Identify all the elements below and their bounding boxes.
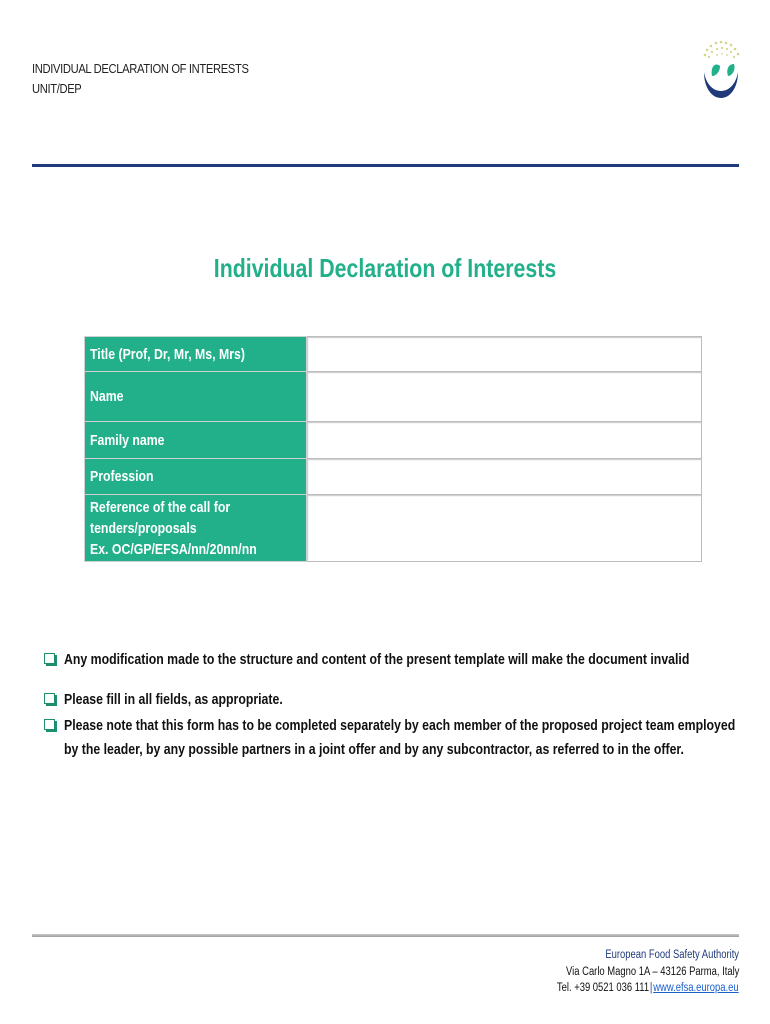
note-text: Please note that this form has to be completed separately by each member of the proposed project team employed — [64, 717, 736, 734]
footer-website-link[interactable]: www.efsa.europa.eu — [653, 982, 739, 994]
footer-organization: European Food Safety Authority — [605, 949, 739, 961]
checkbox-bullet-icon — [44, 719, 55, 730]
note-item — [44, 714, 770, 762]
form-label-title: Title (Prof, Dr, Mr, Ms, Mrs) — [85, 337, 307, 372]
form-field-reference[interactable] — [307, 495, 702, 562]
form-label-name: Name — [85, 372, 307, 422]
header-title: INDIVIDUAL DECLARATION OF INTERESTS — [32, 61, 249, 76]
note-text-continued: by the leader, by any possible partners in a joint offer and by any subcontractor, as referred to in the offer. — [64, 741, 684, 758]
efsa-logo-icon — [698, 36, 744, 106]
checkbox-bullet-icon — [44, 653, 55, 664]
note-item — [44, 648, 770, 672]
logo-sunburst — [704, 41, 740, 58]
header-unit: UNIT/DEP — [32, 81, 82, 96]
form-row-name — [85, 372, 702, 422]
note-text: Please fill in all fields, as appropriate. — [64, 691, 283, 708]
note-text: Any modification made to the structure and content of the present template will make the document invalid — [64, 651, 690, 668]
checkbox-bullet-icon — [44, 693, 55, 704]
form-row-profession — [85, 459, 702, 495]
header-divider — [32, 164, 739, 167]
footer-separator: | — [650, 982, 653, 994]
form-row-reference — [85, 495, 702, 562]
logo-leaf-left — [712, 64, 720, 76]
logo-leaf-right — [727, 64, 734, 76]
form-row-title — [85, 337, 702, 372]
form-field-family-name[interactable] — [307, 422, 702, 459]
footer-address: Via Carlo Magno 1A – 43126 Parma, Italy — [565, 966, 739, 978]
footer-contact — [557, 981, 739, 995]
declaration-form — [84, 336, 702, 562]
note-item — [44, 688, 331, 712]
footer-phone: Tel. +39 0521 036 111 — [557, 982, 650, 994]
form-label-profession: Profession — [85, 459, 307, 495]
logo-bowl — [704, 72, 738, 98]
form-label-reference: Reference of the call for tenders/proposals Ex. OC/GP/EFSA/nn/20nn/nn — [85, 495, 307, 562]
form-label-family-name: Family name — [85, 422, 307, 459]
form-field-name[interactable] — [307, 372, 702, 422]
footer-divider — [32, 934, 739, 937]
form-row-family-name — [85, 422, 702, 459]
form-field-profession[interactable] — [307, 459, 702, 495]
form-field-title[interactable] — [307, 337, 702, 372]
document-title: Individual Declaration of Interests — [213, 253, 557, 283]
